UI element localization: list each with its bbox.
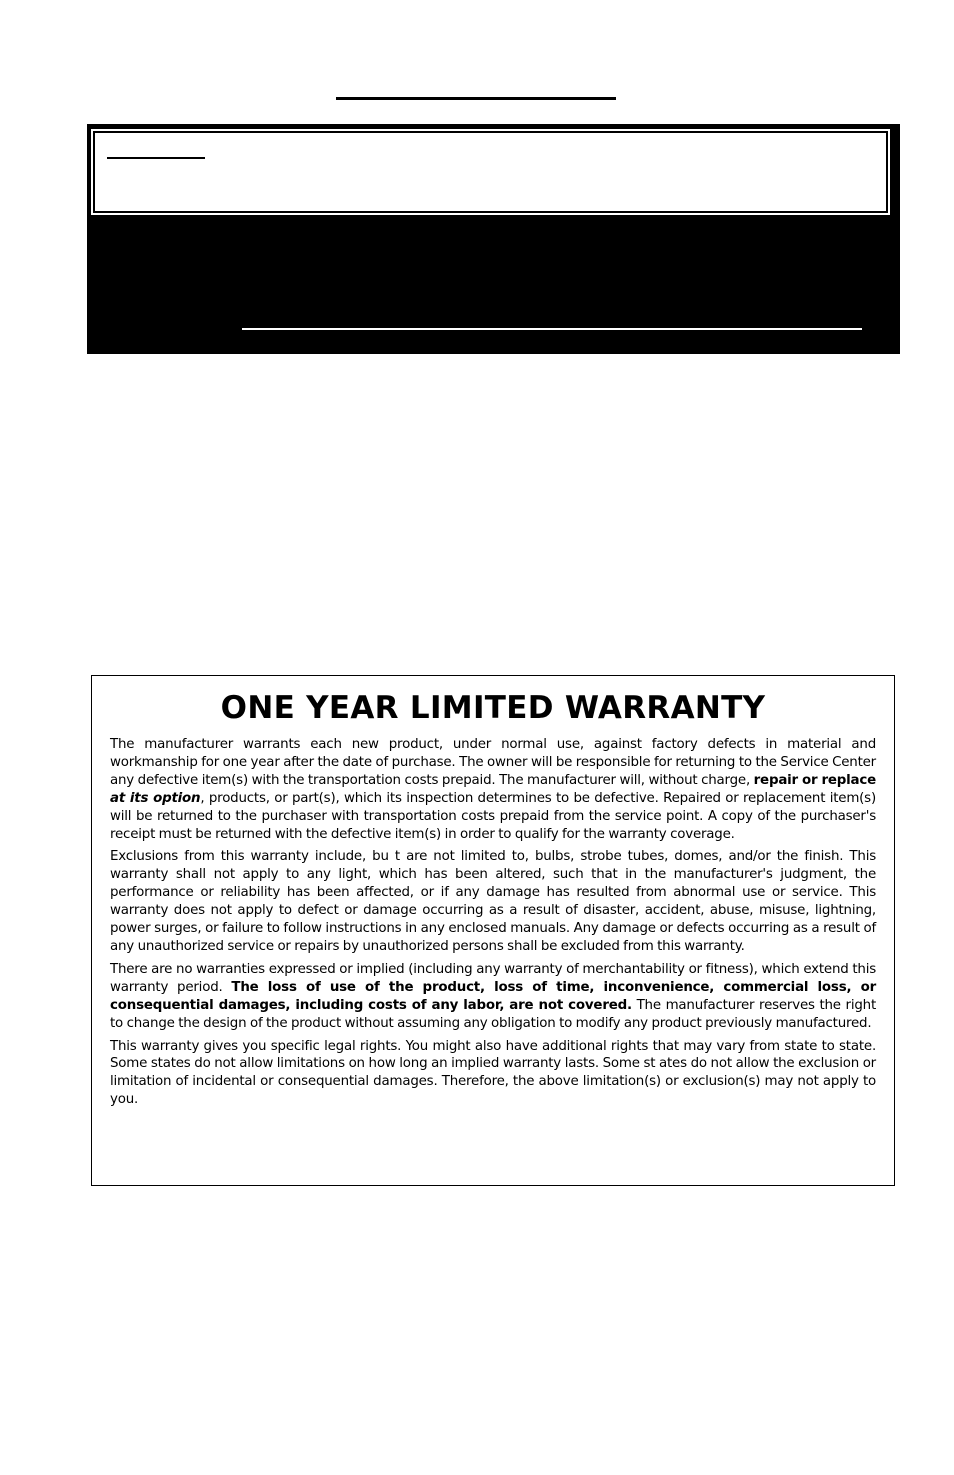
limitations-text-start: There are no warranties expressed or implied (including any warranty of merchantability or fitness), which extend this warranty period.	[110, 961, 876, 995]
coverage-text-start: The manufacturer warrants each new product, under normal use, against factory defects in material and workmanship for one year after the date of purchase. The owner will be responsible for returning to the Service Center any defective item(s) with the transportation costs prepaid. The manufacturer will, without charge,	[110, 737, 876, 788]
header-banner	[87, 124, 900, 354]
inset-underline	[107, 157, 205, 159]
warranty-paragraph-coverage	[110, 736, 876, 843]
header-inset-box	[94, 132, 887, 212]
banner-underline	[242, 328, 862, 330]
warranty-title: ONE YEAR LIMITED WARRANTY	[220, 690, 766, 726]
warranty-box	[91, 675, 895, 1186]
title-underline	[336, 97, 616, 100]
warranty-paragraph-exclusions: Exclusions from this warranty include, bu t are not limited to, bulbs, strobe tubes, domes, and/or the finish. This warranty shall not apply to any light, which has been altered, such that in the manufacturer's judgment, the performance or reliability has been affected, or if any damage has resulted from abnormal use or service. This warranty does not apply to defect or damage occurring as a result of disaster, accident, abuse, misuse, lightning, power surges, or failure to follow instructions in any enclosed manuals. Any damage or defects occurring as a result of any unauthorized service or repairs by unauthorized persons shall be excluded from this warranty.	[110, 849, 876, 954]
limitations-emphasis: The loss of use of the product, loss of time, inconvenience, commercial loss, or consequential damages, including costs of any labor, are not covered.	[110, 979, 876, 1013]
warranty-paragraph-legal-rights: This warranty gives you specific legal rights. You might also have additional rights that may vary from state to state. Some states do not allow limitations on how long an implied warranty lasts. Some st ates do not allow the exclusion or limitation of incidental or consequential damages. Therefore, the above limitation(s) or exclusion(s) may not apply to you.	[110, 1038, 876, 1108]
warranty-paragraph-limitations	[110, 961, 876, 1033]
coverage-text-end: , products, or part(s), which its inspection determines to be defective. Repaired or replacement item(s) will be returned to the purchaser with transportation costs prepaid from the service point. A copy of the purchaser's receipt must be returned with the defective item(s) in order to qualify for the warranty coverage.	[110, 790, 876, 842]
limitations-text-end: The manufacturer reserves the right to change the design of the product without assuming any obligation to modify any product previously manufactured.	[110, 997, 876, 1031]
coverage-emphasis: repair or replace	[753, 772, 876, 788]
coverage-option-emphasis: at its option	[110, 790, 201, 806]
